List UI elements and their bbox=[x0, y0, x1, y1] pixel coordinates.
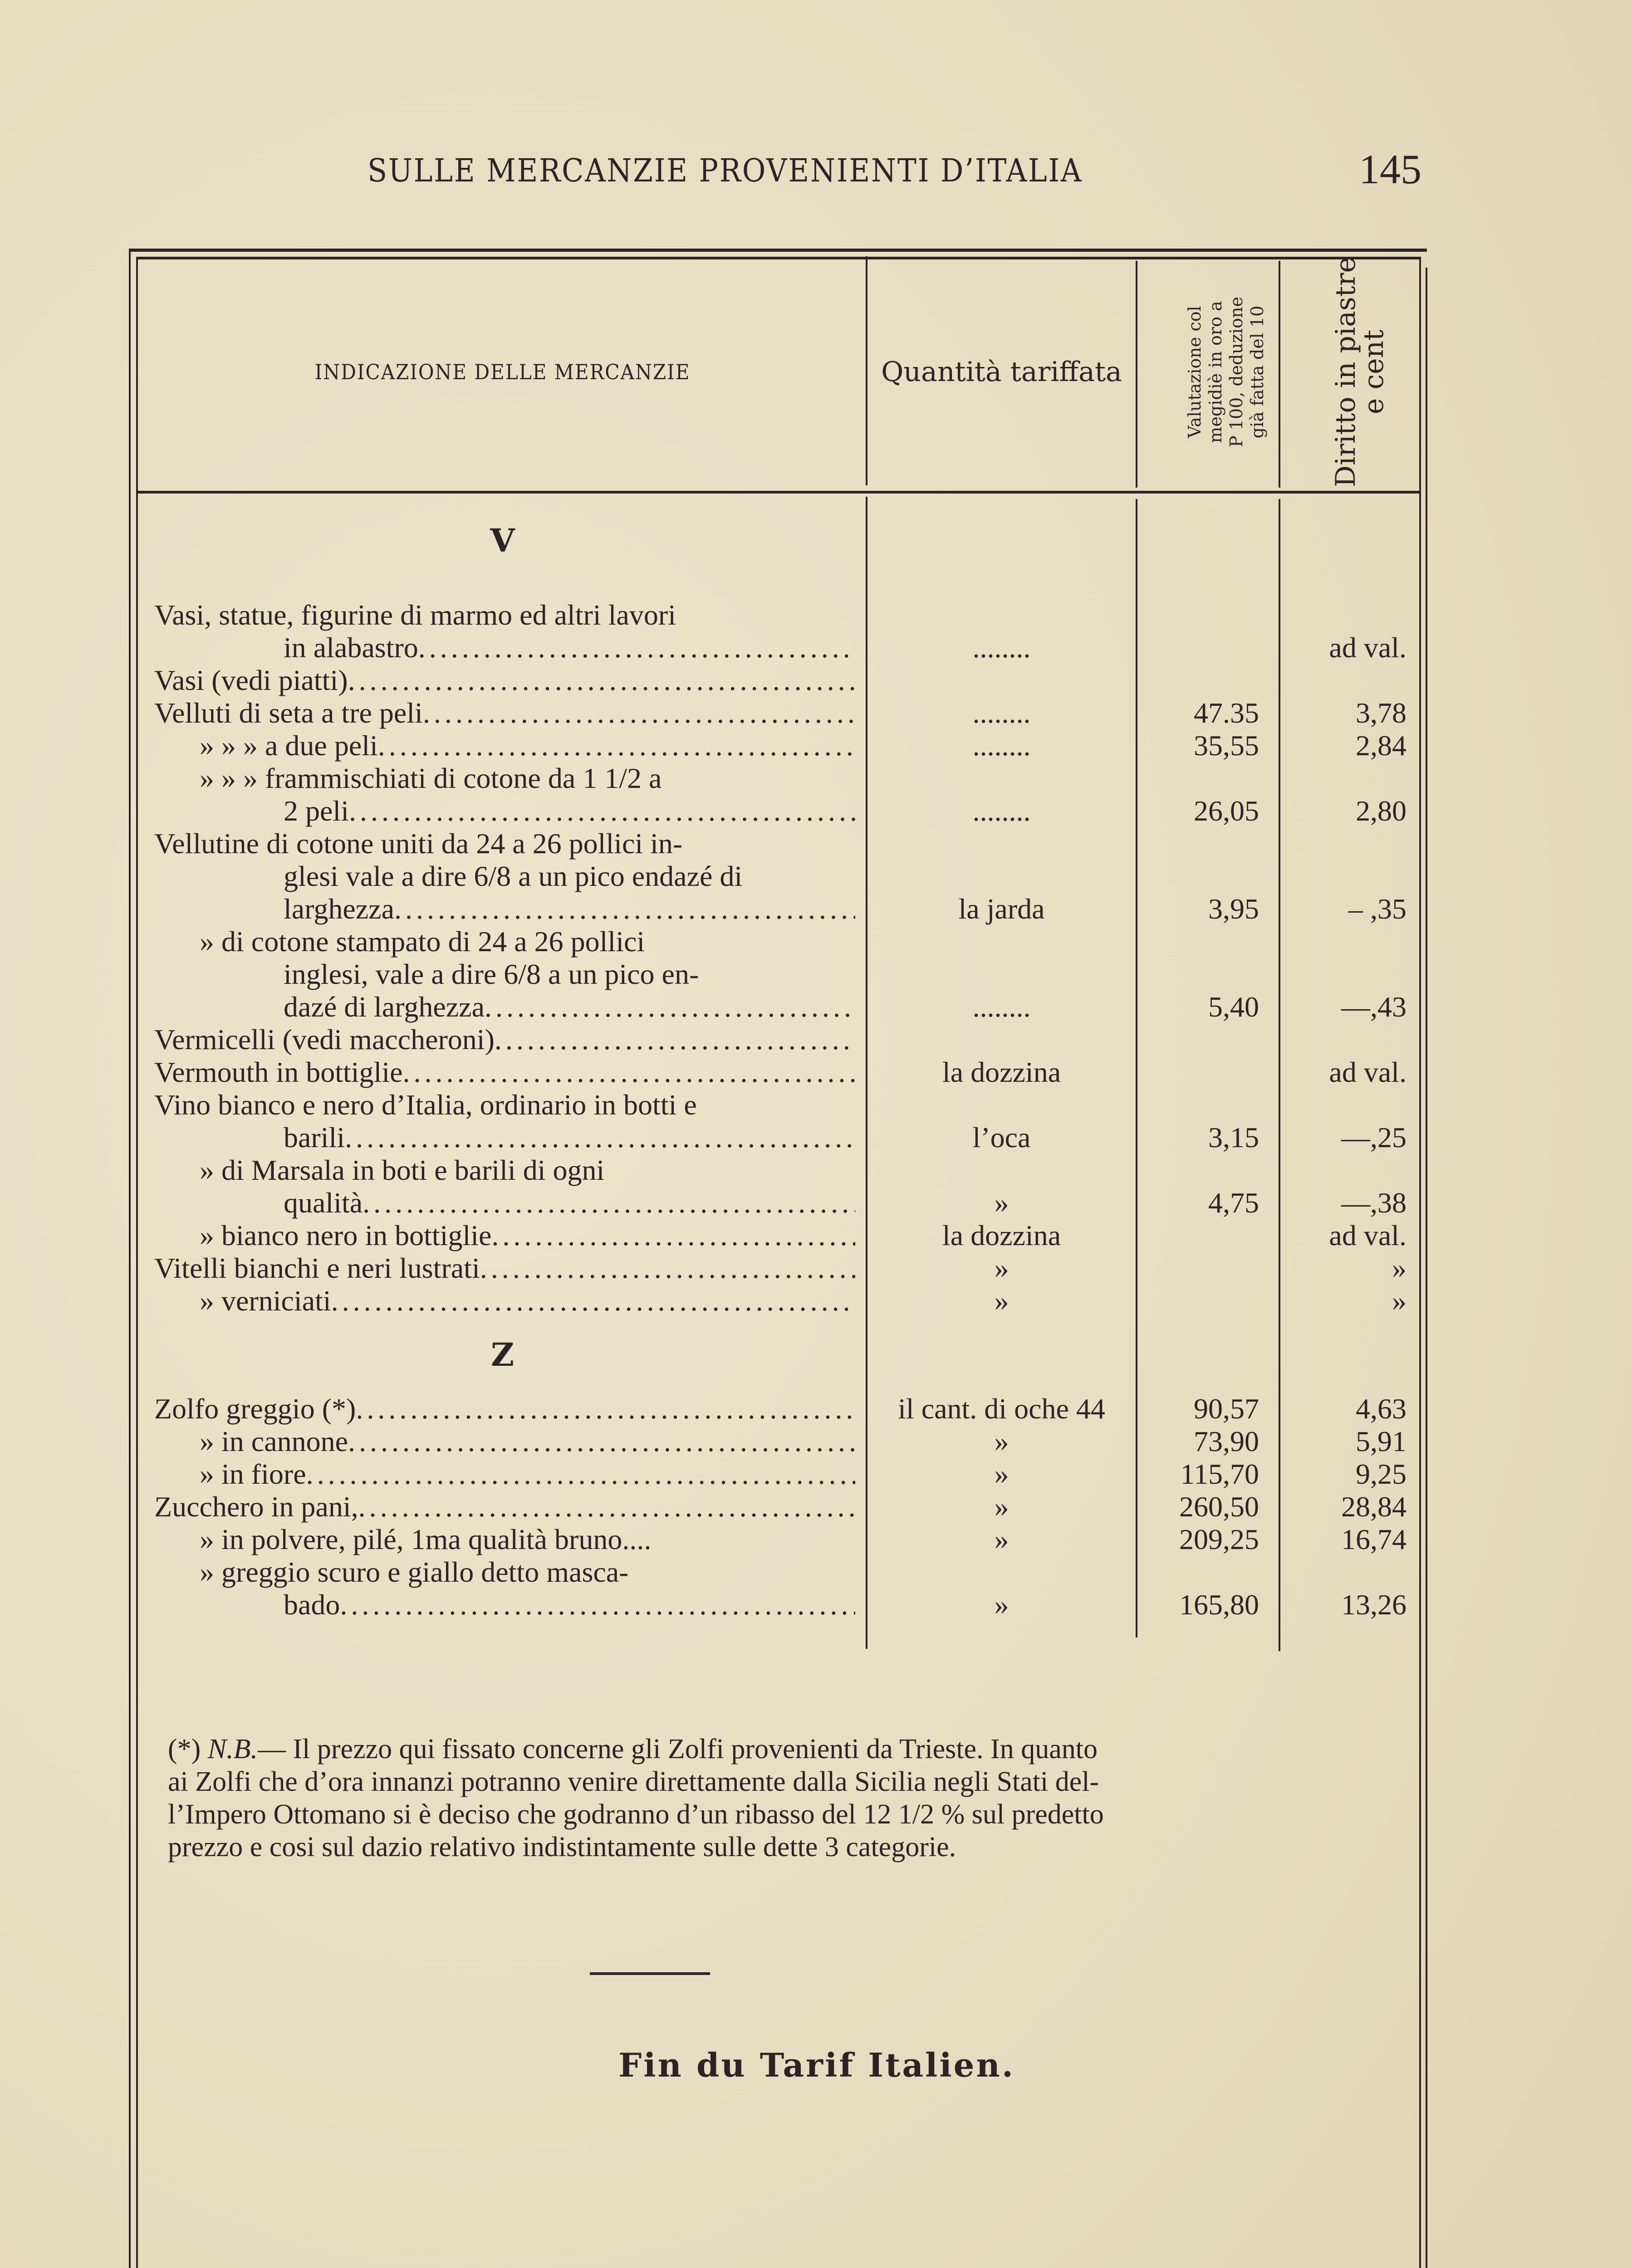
row-description bbox=[154, 1393, 855, 1425]
dot-leader bbox=[349, 795, 855, 827]
row-description-text: inglesi, vale a dire 6/8 a un pico en- bbox=[284, 958, 699, 990]
table-row bbox=[138, 1458, 1420, 1491]
row-description-text: » di Marsala in boti e barili di ogni bbox=[200, 1154, 605, 1186]
table-row bbox=[138, 1056, 1420, 1089]
row-description-text: » di cotone stampato di 24 a 26 pollici bbox=[200, 925, 645, 958]
row-valutazione: 209,25 bbox=[1179, 1523, 1259, 1555]
footnote-text: — Il prezzo qui fissato concerne gli Zolfi provenienti da Trieste. In quanto bbox=[258, 1734, 1098, 1765]
footnote-line: ai Zolfi che d’ora innanzi potranno venire direttamente dalla Sicilia negli Stati del- bbox=[168, 1766, 1099, 1797]
row-description bbox=[154, 1154, 855, 1219]
row-description-text: 2 peli bbox=[284, 795, 349, 827]
row-quantity: ........ bbox=[972, 991, 1031, 1023]
row-description-line bbox=[154, 1589, 855, 1621]
dot-leader bbox=[378, 729, 855, 762]
row-description-line bbox=[154, 860, 855, 893]
row-description bbox=[154, 599, 855, 664]
row-quantity: » bbox=[994, 1285, 1009, 1317]
table-row bbox=[138, 925, 1420, 1023]
row-description-text: glesi vale a dire 6/8 a un pico endazé di bbox=[284, 860, 743, 892]
row-description bbox=[154, 1523, 855, 1556]
row-quantity: » bbox=[994, 1458, 1009, 1490]
row-description-line bbox=[154, 729, 855, 762]
row-description bbox=[154, 1252, 855, 1285]
running-head-title: SULLE MERCANZIE PROVENIENTI D’ITALIA bbox=[368, 152, 1083, 189]
table-right-border-outer bbox=[1426, 268, 1427, 2268]
row-description-line bbox=[154, 1121, 855, 1154]
table-left-border-outer bbox=[129, 249, 131, 2268]
header-valutazione-line: già fatta del 10 bbox=[1247, 305, 1267, 439]
row-quantity: ........ bbox=[972, 729, 1031, 762]
footnote-marker: (*) bbox=[168, 1734, 201, 1765]
row-quantity: » bbox=[994, 1425, 1009, 1457]
table-row bbox=[138, 762, 1420, 827]
table-left-border-inner bbox=[136, 257, 138, 2268]
row-description bbox=[154, 827, 855, 925]
row-description-line bbox=[154, 958, 855, 991]
row-description-line bbox=[154, 1089, 855, 1121]
header-bottom-rule bbox=[136, 491, 1420, 494]
row-valutazione: 35,55 bbox=[1194, 729, 1259, 762]
table-row bbox=[138, 1523, 1420, 1556]
row-quantity: ........ bbox=[972, 795, 1031, 827]
row-description-text: Velluti di seta a tre peli bbox=[154, 697, 423, 729]
row-description-line bbox=[154, 1187, 855, 1219]
row-quantity: » bbox=[994, 1252, 1009, 1284]
row-description-line bbox=[154, 1491, 855, 1523]
row-diritto: 9,25 bbox=[1356, 1458, 1407, 1490]
row-description-text: Vellutine di cotone uniti da 24 a 26 pollici in- bbox=[154, 827, 683, 860]
row-valutazione: 47.35 bbox=[1194, 697, 1259, 729]
header-indicazione bbox=[167, 254, 838, 490]
row-quantity: la dozzina bbox=[942, 1219, 1061, 1251]
row-valutazione: 73,90 bbox=[1194, 1425, 1259, 1457]
row-description-text: bado bbox=[284, 1589, 340, 1621]
row-quantity: la jarda bbox=[958, 893, 1045, 925]
row-diritto: ad val. bbox=[1329, 631, 1407, 664]
row-diritto: —,25 bbox=[1341, 1121, 1407, 1154]
row-description-line bbox=[154, 599, 855, 631]
footnote-line bbox=[168, 1733, 1425, 1765]
row-description-line bbox=[154, 1393, 855, 1425]
closing-line: Fin du Tarif Italien. bbox=[618, 2046, 1015, 2084]
row-description bbox=[154, 1089, 855, 1154]
row-description-text: barili bbox=[284, 1121, 345, 1154]
row-description-line bbox=[154, 697, 855, 729]
row-valutazione: 3,95 bbox=[1208, 893, 1259, 925]
row-description-line bbox=[154, 664, 855, 697]
dot-leader bbox=[491, 1219, 855, 1251]
row-description-text: Vermouth in bottiglie bbox=[154, 1056, 403, 1088]
dot-leader bbox=[418, 631, 855, 664]
dot-leader bbox=[306, 1458, 855, 1490]
row-description-line bbox=[154, 762, 855, 795]
row-quantity: » bbox=[994, 1187, 1009, 1219]
dot-leader bbox=[345, 1121, 855, 1154]
footnote bbox=[168, 1733, 1425, 1863]
row-valutazione: 115,70 bbox=[1180, 1458, 1259, 1490]
table-row bbox=[138, 1023, 1420, 1056]
row-quantity: la dozzina bbox=[942, 1056, 1061, 1088]
page-number: 145 bbox=[1359, 146, 1421, 192]
row-description-line bbox=[154, 795, 855, 827]
row-description bbox=[154, 1491, 855, 1523]
row-description-line bbox=[154, 1556, 855, 1589]
row-description-text: Zolfo greggio (*) bbox=[154, 1393, 356, 1425]
row-quantity: » bbox=[994, 1589, 1009, 1621]
dot-leader bbox=[363, 1187, 855, 1219]
row-quantity: » bbox=[994, 1523, 1009, 1555]
row-description-text: Vino bianco e nero d’Italia, ordinario in botti e bbox=[154, 1089, 697, 1121]
header-valutazione bbox=[1184, 259, 1267, 485]
dot-leader bbox=[423, 697, 855, 729]
header-valutazione-line: Valutazione col bbox=[1185, 306, 1205, 438]
dot-leader bbox=[356, 1393, 855, 1425]
row-description-text: qualità bbox=[284, 1187, 363, 1219]
footnote-nb: N.B. bbox=[207, 1734, 258, 1765]
dot-leader bbox=[485, 991, 855, 1023]
header-diritto bbox=[1330, 254, 1390, 490]
row-description bbox=[154, 729, 855, 762]
row-diritto: » bbox=[1392, 1252, 1407, 1284]
row-valutazione: 90,57 bbox=[1194, 1393, 1259, 1425]
row-description-text: Vitelli bianchi e neri lustrati bbox=[154, 1252, 480, 1284]
dot-leader bbox=[348, 664, 855, 696]
row-description-line bbox=[154, 1056, 855, 1089]
row-description-line bbox=[154, 1425, 855, 1458]
row-diritto: 5,91 bbox=[1356, 1425, 1407, 1457]
row-quantity: il cant. di oche 44 bbox=[898, 1393, 1105, 1425]
row-description-text: Vasi (vedi piatti) bbox=[154, 664, 348, 696]
row-description-text: » in polvere, pilé, 1ma qualità bruno.... bbox=[200, 1523, 652, 1555]
row-valutazione: 3,15 bbox=[1208, 1121, 1259, 1154]
row-description-text: in alabastro bbox=[284, 631, 418, 664]
header-diritto-line: e cent bbox=[1358, 329, 1390, 415]
row-diritto: —,38 bbox=[1341, 1187, 1407, 1219]
row-valutazione: 26,05 bbox=[1194, 795, 1259, 827]
row-description-line bbox=[154, 1023, 855, 1056]
row-description bbox=[154, 762, 855, 827]
table-row bbox=[138, 1089, 1420, 1154]
row-description-text: » in fiore bbox=[200, 1458, 306, 1490]
table-row bbox=[138, 827, 1420, 925]
dot-leader bbox=[331, 1285, 855, 1317]
row-description-text: » verniciati bbox=[200, 1285, 331, 1317]
header-indicazione-label: INDICAZIONE DELLE MERCANZIE bbox=[314, 360, 691, 384]
dot-leader bbox=[480, 1252, 855, 1284]
dot-leader bbox=[340, 1589, 855, 1621]
row-diritto: 2,84 bbox=[1356, 729, 1407, 762]
row-description bbox=[154, 697, 855, 729]
row-description bbox=[154, 1023, 855, 1056]
closing-divider bbox=[590, 1972, 710, 1975]
row-diritto: ad val. bbox=[1329, 1219, 1407, 1251]
section-letter-z: Z bbox=[490, 1336, 515, 1374]
row-valutazione: 165,80 bbox=[1179, 1589, 1259, 1621]
table-row bbox=[138, 1491, 1420, 1523]
row-description bbox=[154, 1285, 855, 1317]
dot-leader bbox=[403, 1056, 856, 1088]
row-description-text: Zucchero in pani, bbox=[154, 1491, 358, 1523]
row-description-line bbox=[154, 631, 855, 664]
row-diritto: 28,84 bbox=[1341, 1491, 1407, 1523]
row-diritto: 3,78 bbox=[1356, 697, 1407, 729]
header-quantita-label: Quantità tariffata bbox=[881, 356, 1122, 388]
row-quantity: ........ bbox=[972, 697, 1031, 729]
row-diritto: » bbox=[1392, 1285, 1407, 1317]
row-description bbox=[154, 1219, 855, 1252]
table-row bbox=[138, 697, 1420, 729]
dot-leader bbox=[495, 1023, 855, 1056]
row-valutazione: 260,50 bbox=[1179, 1491, 1259, 1523]
table-row bbox=[138, 1556, 1420, 1621]
row-description bbox=[154, 664, 855, 697]
footnote-line: prezzo e cosi sul dazio relativo indistintamente sulle dette 3 categorie. bbox=[168, 1832, 956, 1862]
dot-leader bbox=[358, 1491, 855, 1523]
dot-leader bbox=[348, 1425, 855, 1457]
row-description-line bbox=[154, 991, 855, 1023]
row-description bbox=[154, 1425, 855, 1458]
row-description bbox=[154, 1458, 855, 1491]
row-quantity: ........ bbox=[972, 631, 1031, 664]
row-diritto: – ,35 bbox=[1348, 893, 1407, 925]
header-quantita bbox=[867, 254, 1137, 490]
row-description-line bbox=[154, 1523, 855, 1556]
table-row bbox=[138, 1393, 1420, 1425]
row-description-text: » » » frammischiati di cotone da 1 1/2 a bbox=[200, 762, 662, 794]
row-diritto: 16,74 bbox=[1341, 1523, 1407, 1555]
row-description-text: » » » a due peli bbox=[200, 729, 378, 762]
row-description-line bbox=[154, 1154, 855, 1187]
table-row bbox=[138, 1154, 1420, 1219]
footnote-line: l’Impero Ottomano si è deciso che godranno d’un ribasso del 12 1/2 % sul predetto bbox=[168, 1799, 1104, 1830]
row-description bbox=[154, 1056, 855, 1089]
table-row bbox=[138, 729, 1420, 762]
row-description-line bbox=[154, 1252, 855, 1285]
section-letter-v: V bbox=[490, 522, 515, 559]
table-row bbox=[138, 1219, 1420, 1252]
table-row bbox=[138, 1285, 1420, 1317]
row-description-text: » greggio scuro e giallo detto masca- bbox=[200, 1556, 629, 1588]
row-diritto: 2,80 bbox=[1356, 795, 1407, 827]
table-row bbox=[138, 664, 1420, 697]
header-valutazione-line: P 100, deduzione bbox=[1226, 297, 1246, 447]
header-diritto-line: Diritto in piastre bbox=[1330, 257, 1362, 487]
row-description-line bbox=[154, 1458, 855, 1491]
row-quantity: l’oca bbox=[972, 1121, 1031, 1154]
row-description-line bbox=[154, 893, 855, 925]
row-description bbox=[154, 1556, 855, 1621]
row-diritto: 4,63 bbox=[1356, 1393, 1407, 1425]
row-description-text: » in cannone bbox=[200, 1425, 348, 1457]
row-diritto: 13,26 bbox=[1341, 1589, 1407, 1621]
row-description-text: Vasi, statue, figurine di marmo ed altri lavori bbox=[154, 599, 676, 631]
row-diritto: ad val. bbox=[1329, 1056, 1407, 1088]
row-diritto: —,43 bbox=[1341, 991, 1407, 1023]
table-top-rule-outer bbox=[129, 249, 1427, 252]
row-description-line bbox=[154, 925, 855, 958]
row-description-text: Vermicelli (vedi maccheroni) bbox=[154, 1023, 495, 1056]
row-valutazione: 5,40 bbox=[1208, 991, 1259, 1023]
row-valutazione: 4,75 bbox=[1208, 1187, 1259, 1219]
table-row bbox=[138, 1425, 1420, 1458]
row-description-line bbox=[154, 827, 855, 860]
table-row bbox=[138, 599, 1420, 664]
row-description bbox=[154, 925, 855, 1023]
row-description-text: larghezza bbox=[284, 893, 394, 925]
header-valutazione-line: megidiè in oro a bbox=[1206, 301, 1225, 443]
row-description-text: dazé di larghezza bbox=[284, 991, 485, 1023]
dot-leader bbox=[394, 893, 855, 925]
row-description-line bbox=[154, 1285, 855, 1317]
col-sep-3-header bbox=[1279, 261, 1280, 488]
row-description-line bbox=[154, 1219, 855, 1252]
table-row bbox=[138, 1252, 1420, 1285]
row-description-text: » bianco nero in bottiglie bbox=[200, 1219, 492, 1251]
row-quantity: » bbox=[994, 1491, 1009, 1523]
